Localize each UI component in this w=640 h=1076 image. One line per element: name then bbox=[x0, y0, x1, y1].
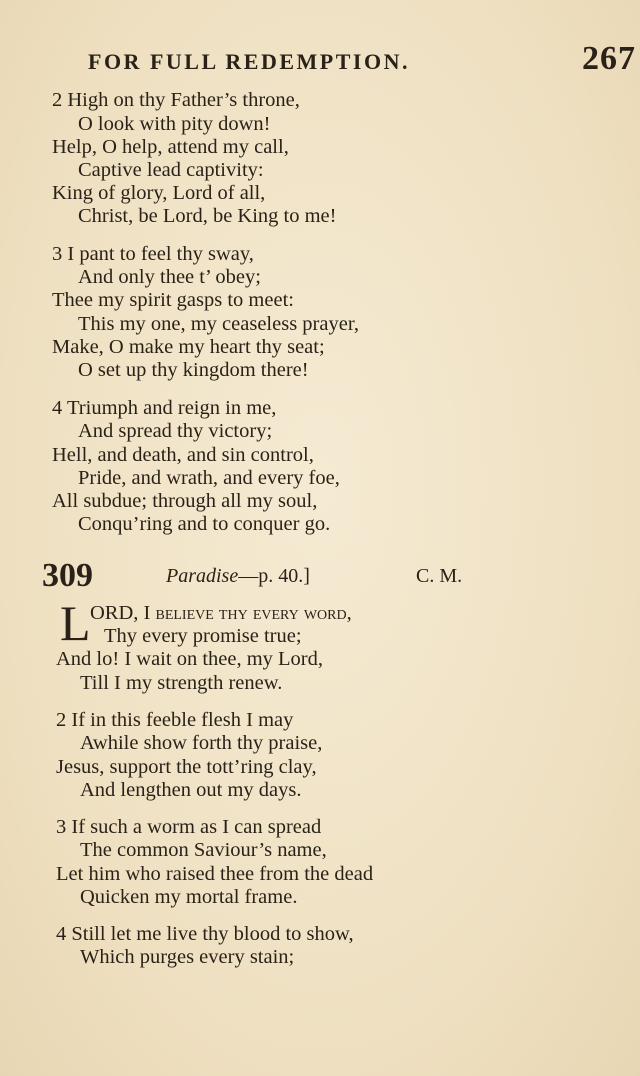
verse-line: Let him who raised thee from the dead bbox=[56, 863, 374, 885]
verse-line: And spread thy victory; bbox=[78, 420, 273, 442]
verse-line: This my one, my ceaseless prayer, bbox=[78, 313, 359, 335]
verse-line: 2 High on thy Father’s throne, bbox=[52, 89, 300, 111]
verse-line: Make, O make my heart thy seat; bbox=[52, 336, 325, 358]
tune-reference bbox=[166, 565, 310, 588]
verse-line: Conqu’ring and to conquer go. bbox=[78, 513, 331, 535]
verse-line: Pride, and wrath, and every foe, bbox=[78, 467, 340, 489]
verse-line: Which purges every stain; bbox=[80, 946, 295, 968]
tune-page: —p. 40.] bbox=[238, 565, 310, 587]
verse-line: 3 If such a worm as I can spread bbox=[56, 816, 322, 838]
verse-line: All subdue; through all my soul, bbox=[52, 490, 318, 512]
verse-line: The common Saviour’s name, bbox=[80, 839, 327, 861]
verse-line: Till I my strength renew. bbox=[80, 672, 283, 694]
meter: C. M. bbox=[416, 565, 463, 587]
verse-line: And lo! I wait on thee, my Lord, bbox=[56, 648, 324, 670]
verse-line: Hell, and death, and sin control, bbox=[52, 444, 314, 466]
verse-line: Christ, be Lord, be King to me! bbox=[78, 205, 337, 227]
verse-line: And only thee t’ obey; bbox=[78, 266, 261, 288]
drop-cap: L bbox=[60, 595, 91, 651]
running-title: FOR FULL REDEMPTION. bbox=[88, 49, 410, 74]
verse-line: O look with pity down! bbox=[78, 113, 271, 135]
verse-line: Thy every promise true; bbox=[104, 625, 302, 647]
verse-line: Quicken my mortal frame. bbox=[80, 886, 298, 908]
verse-line: 4 Still let me live thy blood to show, bbox=[56, 923, 354, 945]
tune-name: Paradise bbox=[166, 565, 239, 587]
verse-line: King of glory, Lord of all, bbox=[52, 182, 266, 204]
hymn-number: 309 bbox=[42, 557, 93, 594]
verse-line: O set up thy kingdom there! bbox=[78, 359, 309, 381]
page-number: 267 bbox=[582, 40, 636, 77]
verse-line: Thee my spirit gasps to meet: bbox=[52, 289, 294, 311]
verse-line: Help, O help, attend my call, bbox=[52, 136, 289, 158]
verse-line: 3 I pant to feel thy sway, bbox=[52, 243, 254, 265]
verse-line: Captive lead captivity: bbox=[78, 159, 264, 181]
running-head bbox=[88, 40, 636, 78]
verse-line: And lengthen out my days. bbox=[80, 779, 302, 801]
verse-line: Awhile show forth thy praise, bbox=[80, 732, 323, 754]
verse-line: 2 If in this feeble flesh I may bbox=[56, 709, 294, 731]
verse-line: Jesus, support the tott’ring clay, bbox=[56, 756, 317, 778]
verse-line: ORD, I believe thy every word, bbox=[90, 602, 352, 624]
verse-line: 4 Triumph and reign in me, bbox=[52, 397, 277, 419]
